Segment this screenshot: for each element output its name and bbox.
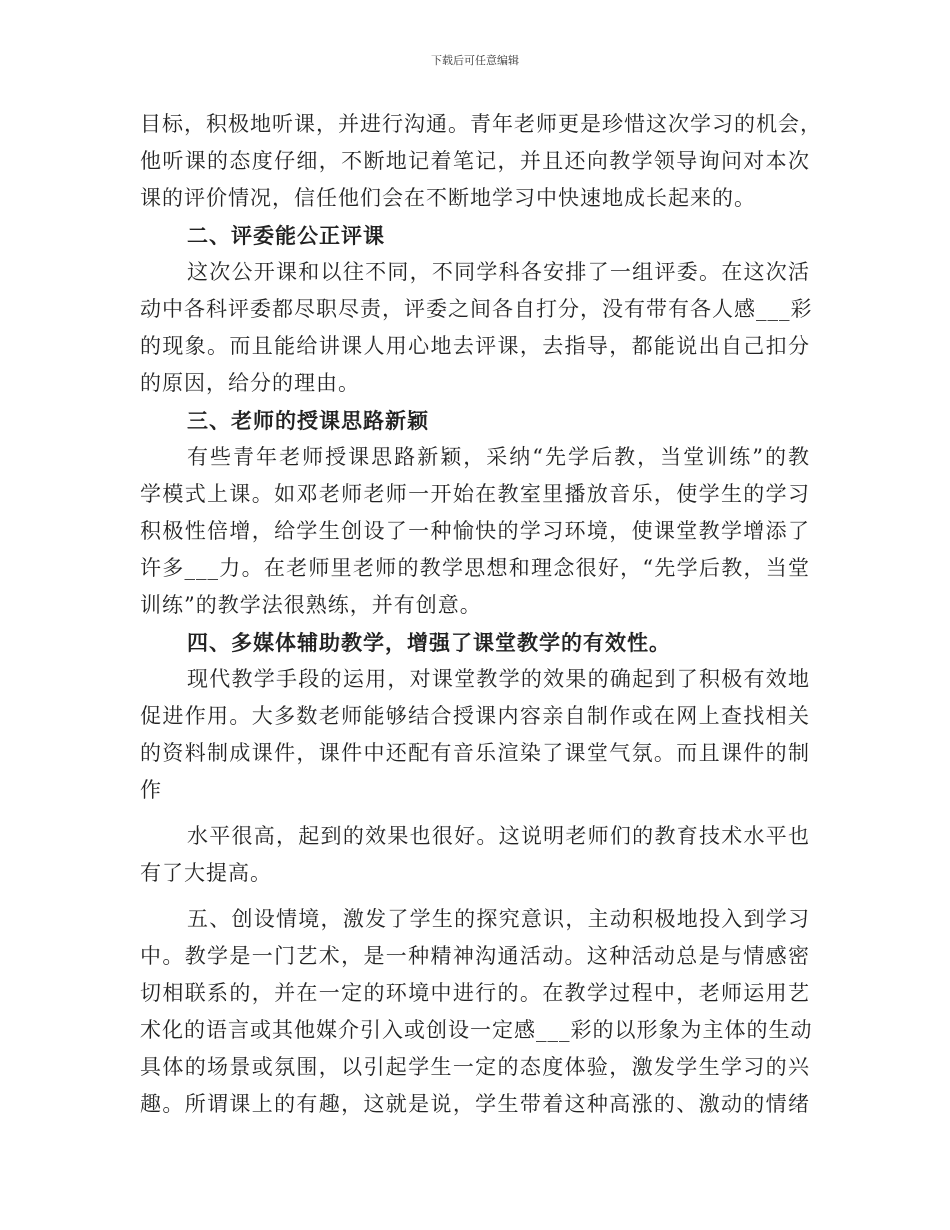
paragraph-line: 有些青年老师授课思路新颖，采纳“先学后教，当堂训练”的教 bbox=[187, 445, 810, 469]
paragraph-line: 术化的语言或其他媒介引入或创设一定感___彩的以形象为主体的生动 bbox=[140, 1018, 813, 1042]
paragraph-line: 积极性倍增，给学生创设了一种愉快的学习环境，使课堂教学增添了 bbox=[140, 519, 810, 543]
paragraph-line: 动中各科评委都尽职尽责，评委之间各自打分，没有带有各人感___彩 bbox=[140, 297, 813, 321]
paragraph-line: 目标，积极地听课，并进行沟通。青年老师更是珍惜这次学习的机会， bbox=[140, 112, 822, 136]
paragraph-line: 促进作用。大多数老师能够结合授课内容亲自制作或在网上查找相关 bbox=[140, 704, 810, 728]
paragraph-line: 有了大提高。 bbox=[140, 861, 272, 885]
paragraph-line: 趣。所谓课上的有趣，这就是说，学生带着这种高涨的、激动的情绪 bbox=[140, 1092, 810, 1116]
paragraph-line: 中。教学是一门艺术，是一种精神沟通活动。这种活动总是与情感密 bbox=[140, 944, 810, 968]
paragraph-line: 学模式上课。如邓老师老师一开始在教室里播放音乐，使学生的学习 bbox=[140, 482, 810, 506]
section-heading: 四、多媒体辅助教学，增强了课堂教学的有效性。 bbox=[187, 630, 671, 655]
paragraph-line: 课的评价情况，信任他们会在不断地学习中快速地成长起来的。 bbox=[140, 186, 756, 210]
page-header: 下载后可任意编辑 bbox=[431, 54, 519, 67]
section-heading: 三、老师的授课思路新颖 bbox=[187, 408, 429, 433]
paragraph-line: 训练”的教学法很熟练，并有创意。 bbox=[140, 593, 482, 617]
paragraph-line: 的原因，给分的理由。 bbox=[140, 371, 360, 395]
document-body bbox=[140, 106, 822, 1123]
paragraph-line: 现代教学手段的运用，对课堂教学的效果的确起到了积极有效地 bbox=[187, 667, 810, 691]
paragraph-line: 的资料制成课件，课件中还配有音乐渲染了课堂气氛。而且课件的制 bbox=[140, 741, 810, 765]
paragraph-line: 许多___力。在老师里老师的教学思想和理念很好，“先学后教，当堂 bbox=[140, 556, 810, 580]
paragraph-line: 这次公开课和以往不同，不同学科各安排了一组评委。在这次活 bbox=[187, 260, 810, 284]
paragraph-line: 切相联系的，并在一定的环境中进行的。在教学过程中，老师运用艺 bbox=[140, 981, 810, 1005]
paragraph-line: 的现象。而且能给讲课人用心地去评课，去指导，都能说出自己扣分 bbox=[140, 334, 810, 358]
paragraph-line: 作 bbox=[140, 778, 162, 802]
paragraph-line: 他听课的态度仔细，不断地记着笔记，并且还向教学领导询问对本次 bbox=[140, 149, 810, 173]
paragraph-line: 水平很高，起到的效果也很好。这说明老师们的教育技术水平也 bbox=[187, 824, 810, 848]
paragraph-line: 具体的场景或氛围，以引起学生一定的态度体验，激发学生学习的兴 bbox=[140, 1055, 810, 1079]
paragraph-line: 五、创设情境，激发了学生的探究意识，主动积极地投入到学习 bbox=[187, 907, 810, 931]
section-heading: 二、评委能公正评课 bbox=[187, 223, 385, 248]
